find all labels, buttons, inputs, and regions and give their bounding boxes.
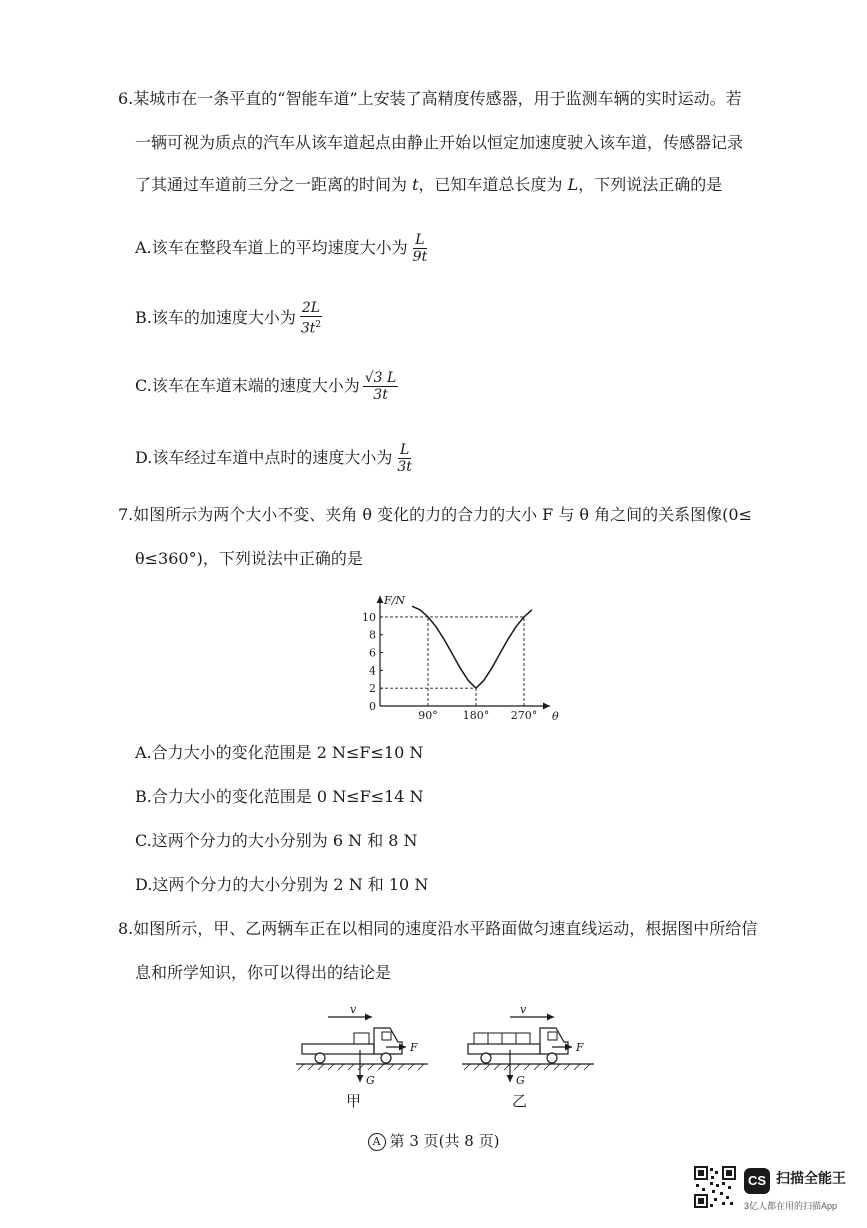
truck-figure-yi <box>460 1002 600 1112</box>
q8-line2: 息和所学知识，你可以得出的结论是 <box>135 963 392 982</box>
x-tick-label: 180° <box>462 709 490 722</box>
force-label: F <box>410 1041 418 1054</box>
ground-hatching <box>298 1064 424 1070</box>
y-tick-label: 2 <box>369 682 376 696</box>
y-axis-label: F/N <box>384 594 405 607</box>
q7-option-c: C.这两个分力的大小分别为 6 N 和 8 N <box>135 831 418 850</box>
force-label: F <box>576 1041 584 1054</box>
y-tick-label: 6 <box>369 646 376 660</box>
q7-line1: 7.如图所示为两个大小不变、夹角 θ 变化的力的合力的大小 F 与 θ 角之间的关系图像(0≤ <box>118 505 752 524</box>
cargo-box <box>354 1033 369 1044</box>
page-footer <box>0 1130 867 1151</box>
caption-jia: 甲 <box>346 1092 362 1110</box>
q7-option-b: B.合力大小的变化范围是 0 N≤F≤14 N <box>135 787 424 806</box>
q6-line3: 了其通过车道前三分之一距离的时间为 t，已知车道总长度为 L，下列说法正确的是 <box>135 175 723 194</box>
x-axis-label: θ <box>552 710 559 723</box>
velocity-label: v <box>350 1003 357 1016</box>
fraction-c: $\frac{√3 L}{3t}$ <box>364 370 397 403</box>
fraction-a: $\frac{L}{9t}$ <box>412 232 428 265</box>
gravity-label: G <box>516 1074 525 1087</box>
y-tick-label: 10 <box>362 610 376 624</box>
q7-line2: θ≤360°)，下列说法中正确的是 <box>135 549 363 568</box>
rear-wheel <box>481 1053 491 1063</box>
truck-figure-jia <box>294 1002 434 1112</box>
front-wheel <box>547 1053 557 1063</box>
q6-option-c: C.该车在车道末端的速度大小为 $\frac{√3 L}{3t}$ <box>135 370 397 403</box>
q6-option-b: B.该车的加速度大小为 $\frac{2L}{3t^2}$ <box>135 300 322 337</box>
caption-yi: 乙 <box>512 1092 528 1110</box>
q8-line1: 8.如图所示，甲、乙两辆车正在以相同的速度沿水平路面做匀速直线运动，根据图中所给信 <box>118 919 758 938</box>
q6-line1: 6.某城市在一条平直的“智能车道”上安装了高精度传感器，用于监测车辆的实时运动。若 <box>118 89 742 108</box>
camscanner-title: 扫描全能王 <box>776 1170 846 1186</box>
ground-hatching <box>464 1064 590 1070</box>
y-tick-label: 8 <box>369 628 376 642</box>
truck-bed <box>302 1044 374 1054</box>
rear-wheel <box>315 1053 325 1063</box>
x-tick-label: 90° <box>418 709 438 722</box>
gravity-label: G <box>366 1074 375 1087</box>
page-number: 第 3 页(共 8 页) <box>389 1132 500 1150</box>
y-tick-label: 0 <box>369 700 376 713</box>
x-tick-label: 270° <box>510 709 538 722</box>
q6-line2: 一辆可视为质点的汽车从该车道起点由静止开始以恒定加速度驶入该车道，传感器记录 <box>135 133 744 152</box>
cab-window <box>382 1032 391 1040</box>
q7-option-d: D.这两个分力的大小分别为 2 N 和 10 N <box>135 875 429 894</box>
front-wheel <box>381 1053 391 1063</box>
qr-code-icon <box>694 1166 736 1208</box>
fraction-b: $\frac{2L}{3t^2}$ <box>300 300 322 337</box>
paper-version-badge: A <box>368 1133 386 1151</box>
f-theta-chart <box>330 588 559 724</box>
velocity-label: v <box>520 1003 527 1016</box>
truck-bed <box>468 1044 540 1054</box>
camscanner-subtitle: 3亿人都在用的扫描App <box>744 1201 838 1211</box>
camscanner-logo-icon: CS <box>744 1168 770 1194</box>
y-tick-label: 4 <box>369 664 376 678</box>
q6-option-a: A.该车在整段车道上的平均速度大小为 $\frac{L}{9t}$ <box>135 232 428 265</box>
cargo-boxes <box>474 1033 530 1044</box>
fraction-d: $\frac{L}{3t}$ <box>397 442 412 475</box>
series-line-F <box>412 606 532 688</box>
cab-window <box>548 1032 557 1040</box>
q6-option-d: D.该车经过车道中点时的速度大小为 $\frac{L}{3t}$ <box>135 442 412 475</box>
q7-option-a: A.合力大小的变化范围是 2 N≤F≤10 N <box>135 743 424 762</box>
